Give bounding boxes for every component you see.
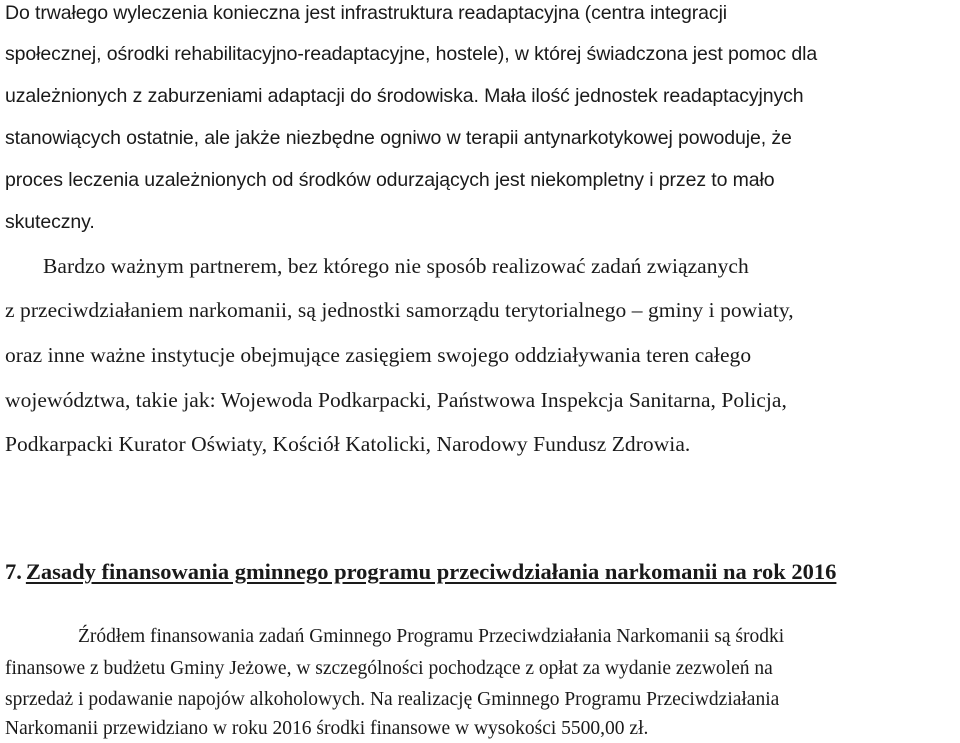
text-line: Narkomanii przewidziano w roku 2016 środki finansowe w wysokości 5500,00 zł. xyxy=(5,718,649,739)
text-line: skuteczny. xyxy=(5,211,95,233)
text-line: Bardzo ważnym partnerem, bez którego nie sposób realizować zadań związanych xyxy=(43,254,749,278)
section-title: Zasady finansowania gminnego programu przeciwdziałania narkomanii na rok 2016 xyxy=(25,559,837,584)
section-number: 7. xyxy=(5,559,22,584)
text-line: sprzedaż i podawanie napojów alkoholowych. Na realizację Gminnego Programu Przeciwdziałania xyxy=(5,689,780,710)
section-heading xyxy=(5,558,836,586)
text-line: stanowiących ostatnie, ale jakże niezbędne ogniwo w terapii antynarkotykowej powoduje, że xyxy=(5,127,792,149)
text-line: oraz inne ważne instytucje obejmujące zasięgiem swojego oddziaływania teren całego xyxy=(5,343,752,367)
text-line: z przeciwdziałaniem narkomanii, są jednostki samorządu terytorialnego – gminy i powiaty, xyxy=(5,298,794,322)
text-line: proces leczenia uzależnionych od środków odurzających jest niekompletny i przez to mało xyxy=(5,169,775,191)
text-line: społecznej, ośrodki rehabilitacyjno-readaptacyjne, hostele), w której świadczona jest pomoc dla xyxy=(5,43,818,65)
text-line: Źródłem finansowania zadań Gminnego Programu Przeciwdziałania Narkomanii są środki xyxy=(78,626,785,647)
text-line: Podkarpacki Kurator Oświaty, Kościół Katolicki, Narodowy Fundusz Zdrowia. xyxy=(5,432,691,456)
text-line: województwa, takie jak: Wojewoda Podkarpacki, Państwowa Inspekcja Sanitarna, Policja, xyxy=(5,388,787,412)
text-line: Do trwałego wyleczenia konieczna jest infrastruktura readaptacyjna (centra integracji xyxy=(5,2,728,24)
text-line: uzależnionych z zaburzeniami adaptacji do środowiska. Mała ilość jednostek readaptacyjnych xyxy=(5,85,804,107)
text-line: finansowe z budżetu Gminy Jeżowe, w szczególności pochodzące z opłat za wydanie zezwoleń na xyxy=(5,658,773,679)
